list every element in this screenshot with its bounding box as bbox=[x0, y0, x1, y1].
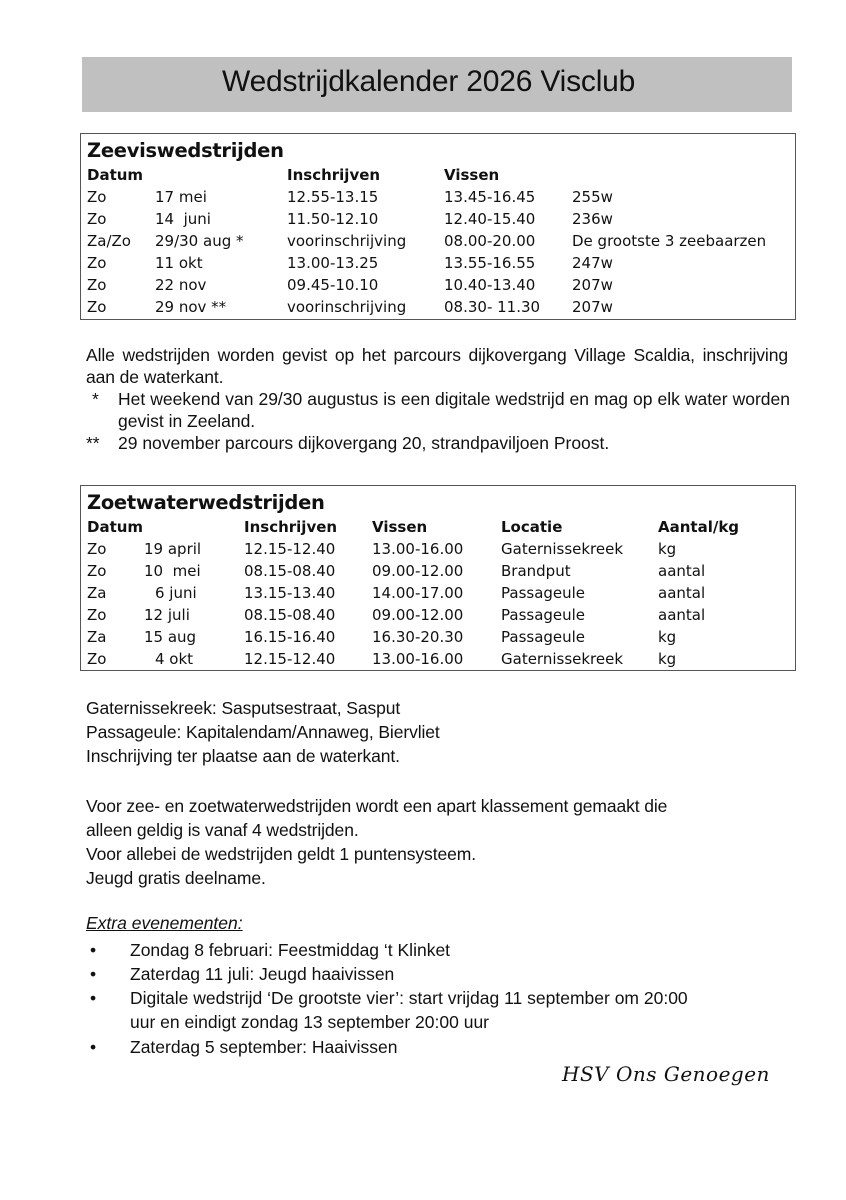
day: Zo bbox=[87, 540, 107, 558]
aantal-kg: kg bbox=[658, 540, 677, 558]
day: Zo bbox=[87, 188, 107, 206]
points-system-note: Voor allebei de wedstrijden geldt 1 puntensysteem. bbox=[86, 844, 476, 864]
date: 15 aug bbox=[144, 628, 197, 646]
locatie: Passageule bbox=[501, 628, 586, 646]
col-vissen: Vissen bbox=[444, 166, 500, 184]
vissen: 13.00-16.00 bbox=[372, 540, 464, 558]
date: 22 nov bbox=[155, 276, 207, 294]
inschrijven: 12.55-13.15 bbox=[287, 188, 379, 206]
zoet-table-box bbox=[80, 485, 796, 671]
day: Za bbox=[87, 628, 107, 646]
inschrijven: 13.00-13.25 bbox=[287, 254, 379, 272]
locatie: Gaternissekreek bbox=[501, 540, 624, 558]
vissen: 16.30-20.30 bbox=[372, 628, 464, 646]
footnote-1: Het weekend van 29/30 augustus is een digitale wedstrijd en mag op elk water worden gevist in Zeeland. bbox=[118, 389, 790, 431]
zee-table-box bbox=[80, 133, 796, 320]
club-signature: HSV Ons Genoegen bbox=[562, 1062, 770, 1086]
zee-intro-note: Alle wedstrijden worden gevist op het parcours dijkovergang Village Scaldia, inschrijving aan de waterkant. bbox=[86, 345, 788, 387]
day: Zo bbox=[87, 210, 107, 228]
bullet-icon: • bbox=[90, 964, 97, 984]
date: 19 april bbox=[144, 540, 202, 558]
inschrijven: 08.15-08.40 bbox=[244, 562, 336, 580]
registration-note: Inschrijving ter plaatse aan de waterkant. bbox=[86, 746, 400, 766]
event-text: Digitale wedstrijd ‘De grootste vier’: start vrijdag 11 september om 20:00 bbox=[130, 988, 688, 1008]
inschrijven: 12.15-12.40 bbox=[244, 540, 336, 558]
date: 11 okt bbox=[155, 254, 203, 272]
date: 29/30 aug * bbox=[155, 232, 244, 250]
extra: 255w bbox=[572, 188, 613, 206]
event-text: Zaterdag 5 september: Haaivissen bbox=[130, 1037, 398, 1057]
extra: 207w bbox=[572, 276, 613, 294]
inschrijven: 11.50-12.10 bbox=[287, 210, 379, 228]
bullet-icon: • bbox=[90, 988, 97, 1008]
aantal-kg: aantal bbox=[658, 562, 706, 580]
day: Zo bbox=[87, 606, 107, 624]
aantal-kg: kg bbox=[658, 650, 677, 668]
footnote-1-mark: * bbox=[92, 389, 99, 409]
vissen: 10.40-13.40 bbox=[444, 276, 536, 294]
page-title: Wedstrijdkalender 2026 Visclub bbox=[222, 65, 636, 98]
col-locatie: Locatie bbox=[501, 518, 563, 536]
date: 6 juni bbox=[155, 584, 197, 602]
day: Za bbox=[87, 584, 107, 602]
day: Zo bbox=[87, 298, 107, 316]
inschrijven: voorinschrijving bbox=[287, 232, 407, 250]
zee-table-title: Zeeviswedstrijden bbox=[87, 139, 284, 162]
title-banner bbox=[82, 57, 792, 112]
vissen: 09.00-12.00 bbox=[372, 562, 464, 580]
date: 14 juni bbox=[155, 210, 211, 228]
extra: 236w bbox=[572, 210, 613, 228]
extra-events-heading: Extra evenementen: bbox=[86, 913, 243, 933]
col-datum: Datum bbox=[87, 166, 144, 184]
bullet-icon: • bbox=[90, 1037, 97, 1057]
date: 10 mei bbox=[144, 562, 201, 580]
footnote-2-mark: ** bbox=[86, 433, 100, 453]
locatie: Brandput bbox=[501, 562, 571, 580]
col-inschrijven: Inschrijven bbox=[244, 518, 338, 536]
day: Zo bbox=[87, 562, 107, 580]
vissen: 14.00-17.00 bbox=[372, 584, 464, 602]
locatie: Passageule bbox=[501, 606, 586, 624]
date: 12 juli bbox=[144, 606, 190, 624]
vissen: 13.55-16.55 bbox=[444, 254, 536, 272]
col-vissen: Vissen bbox=[372, 518, 428, 536]
col-inschrijven: Inschrijven bbox=[287, 166, 381, 184]
ranking-note-line1: Voor zee- en zoetwaterwedstrijden wordt een apart klassement gemaakt die bbox=[86, 796, 668, 816]
extra: 247w bbox=[572, 254, 613, 272]
vissen: 13.45-16.45 bbox=[444, 188, 536, 206]
event-text: Zaterdag 11 juli: Jeugd haaivissen bbox=[130, 964, 395, 984]
date: 4 okt bbox=[155, 650, 194, 668]
inschrijven: 08.15-08.40 bbox=[244, 606, 336, 624]
col-datum: Datum bbox=[87, 518, 144, 536]
vissen: 08.00-20.00 bbox=[444, 232, 536, 250]
col-aantal-kg: Aantal/kg bbox=[658, 518, 740, 536]
aantal-kg: kg bbox=[658, 628, 677, 646]
inschrijven: 12.15-12.40 bbox=[244, 650, 336, 668]
footnote-2: 29 november parcours dijkovergang 20, strandpaviljoen Proost. bbox=[118, 433, 610, 453]
inschrijven: 13.15-13.40 bbox=[244, 584, 336, 602]
date: 29 nov ** bbox=[155, 298, 227, 316]
youth-note: Jeugd gratis deelname. bbox=[86, 868, 266, 888]
extra: De grootste 3 zeebaarzen bbox=[572, 232, 767, 250]
date: 17 mei bbox=[155, 188, 207, 206]
inschrijven: voorinschrijving bbox=[287, 298, 407, 316]
ranking-note-line2: alleen geldig is vanaf 4 wedstrijden. bbox=[86, 820, 359, 840]
vissen: 13.00-16.00 bbox=[372, 650, 464, 668]
aantal-kg: aantal bbox=[658, 584, 706, 602]
locatie: Gaternissekreek bbox=[501, 650, 624, 668]
event-text: Zondag 8 februari: Feestmiddag ‘t Klinket bbox=[130, 940, 451, 960]
extra: 207w bbox=[572, 298, 613, 316]
day: Za/Zo bbox=[87, 232, 131, 250]
aantal-kg: aantal bbox=[658, 606, 706, 624]
day: Zo bbox=[87, 254, 107, 272]
locatie: Passageule bbox=[501, 584, 586, 602]
inschrijven: 16.15-16.40 bbox=[244, 628, 336, 646]
bullet-icon: • bbox=[90, 940, 97, 960]
zoet-table-title: Zoetwaterwedstrijden bbox=[87, 491, 325, 514]
vissen: 09.00-12.00 bbox=[372, 606, 464, 624]
day: Zo bbox=[87, 276, 107, 294]
event-text-continued: uur en eindigt zondag 13 september 20:00 uur bbox=[130, 1012, 490, 1032]
day: Zo bbox=[87, 650, 107, 668]
vissen: 12.40-15.40 bbox=[444, 210, 536, 228]
location-note-gaternissekreek: Gaternissekreek: Sasputsestraat, Sasput bbox=[86, 698, 401, 718]
location-note-passageule: Passageule: Kapitalendam/Annaweg, Biervliet bbox=[86, 722, 440, 742]
inschrijven: 09.45-10.10 bbox=[287, 276, 379, 294]
vissen: 08.30- 11.30 bbox=[444, 298, 541, 316]
